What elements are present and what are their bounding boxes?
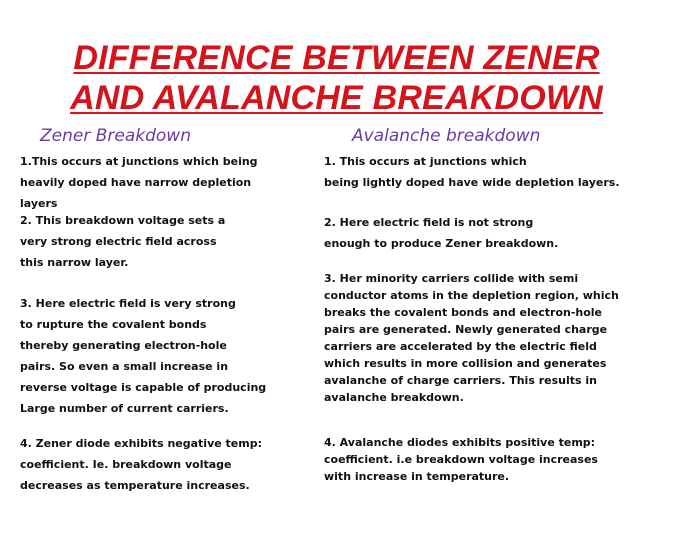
zener-point-1: 1.This occurs at junctions which being heavily doped have narrow depletion layers (20, 155, 258, 210)
title-line-2: AND AVALANCHE BREAKDOWN (70, 79, 603, 117)
avalanche-point-3: 3. Her minority carriers collide with semi conductor atoms in the depletion region, which breaks the covalent bonds and electron-hole pairs are generated. Newly generated charge carriers are accelerated by the electric field which results in more collision and generates avalanche of charge carriers. This results in avalanche breakdown. (324, 272, 619, 404)
avalanche-point-4: 4. Avalanche diodes exhibits positive temp: coefficient. i.e breakdown voltage increases with increase in temperature. (324, 436, 598, 483)
zener-point-4: 4. Zener diode exhibits negative temp: coefficient. Ie. breakdown voltage decreases as temperature increases. (20, 437, 262, 492)
zener-heading: Zener Breakdown (40, 126, 191, 146)
zener-point-2: 2. This breakdown voltage sets a very strong electric field across this narrow layer. (20, 214, 226, 269)
page-title (0, 38, 673, 118)
avalanche-heading: Avalanche breakdown (352, 126, 541, 146)
avalanche-point-1: 1. This occurs at junctions which being lightly doped have wide depletion layers. (324, 155, 620, 189)
avalanche-point-2: 2. Here electric field is not strong enough to produce Zener breakdown. (324, 216, 559, 250)
zener-point-3: 3. Here electric field is very strong to rupture the covalent bonds thereby generating electron-hole pairs. So even a small increase in reverse voltage is capable of producing Large number of current carriers. (20, 297, 267, 415)
title-line-1: DIFFERENCE BETWEEN ZENER (73, 39, 600, 77)
